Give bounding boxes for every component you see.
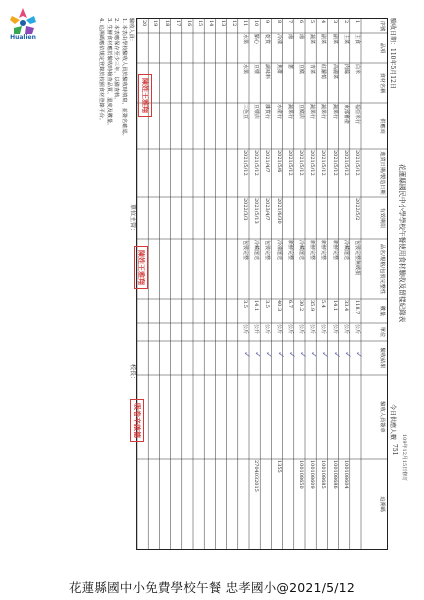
table-cell: 東部畜產 [342,104,349,125]
table-cell: 公升 [253,324,260,335]
table-cell: 包裝完整 [264,240,271,261]
table-cell: 白米 [354,64,360,75]
table-cell: 青菜 [309,64,316,75]
table-cell: 公斤 [342,324,349,335]
checkmark-icon: ✓ [330,351,341,359]
checkmark-icon: ✓ [241,351,251,359]
table-cell: 新鮮完整 [320,240,327,261]
table-cell: 40.3 [275,300,282,312]
table-cell: 主菜 [342,34,349,45]
table-cell: 14 [208,20,215,27]
table-cell: 13 [219,20,226,27]
principal-label: 校長： [129,364,136,383]
table-cell: 雜貨行 [264,104,271,120]
table-cell: 點心 [253,34,260,45]
column-header: 驗收人員簽章 [379,401,385,433]
note-line: 4. 追溯碼應依規定登錄於校園食材登錄平台。 [98,18,105,124]
table-cell: 4 [320,20,327,24]
table-cell: 乾貨 [264,34,271,45]
table-cell: 豆漿 [253,64,260,75]
checkmark-icon: ✓ [341,351,352,359]
table-cell: 公斤 [242,324,248,335]
scanned-form [52,8,412,568]
column-header: 進貨日期/製造日期 [379,151,385,195]
principal-stamp: 吸卷辛啟德 [130,399,144,442]
table-cell: 公斤 [298,324,304,335]
servings-value: 751 [391,444,398,456]
table-cell: 15 [197,20,204,27]
checkmark-icon: ✓ [353,351,363,359]
table-cell: 新鮮完整 [331,240,338,261]
table-cell: 新鮮完整 [309,240,316,261]
note-line: 3. 生鮮食材應於驗收時檢查品質、溫度及數量。 [105,18,112,129]
table-cell: 湯 [298,34,304,40]
checkmark-icon: ✓ [319,351,330,359]
column-header: 驗收結果 [379,347,385,369]
table-cell: 肉絲 [342,64,349,75]
table-cell: 冷凍 [275,34,282,45]
column-header: 品項 [379,42,385,54]
table-cell: 8 [275,20,282,24]
table-cell: 蔬果行 [320,104,327,120]
table-cell: 豆腐 [298,64,304,75]
table-cell: 5.4 [320,300,327,308]
table-cell: 35.9 [309,300,316,312]
checkmark-icon: ✓ [308,351,319,359]
checkmark-icon: ✓ [285,351,296,359]
table-cell: 湯 [286,34,293,40]
table-cell: 1 [354,20,360,24]
table-cell: 2021/4/7 [264,150,271,173]
column-header: 供應商 [379,118,385,134]
inspection-form [62,14,410,554]
column-header: 單位 [379,326,385,338]
table-cell: 100108685 [320,460,327,489]
table-cell: 18 [163,20,170,27]
photo-caption: 花蓮縣國中小免費學校午餐 忠孝國小@2021/5/12 [69,580,355,595]
table-cell: 3.5 [242,300,248,308]
table-cell: 6.7 [286,300,293,308]
inspection-table [136,18,388,550]
table-cell: 3.5 [264,300,271,308]
table-cell: 冷藏運送 [298,240,304,261]
table-cell: 3 [331,20,338,24]
table-cell: 2023/4/7 [264,198,271,221]
table-cell: 水產行 [275,104,282,120]
table-cell: 公斤 [354,324,360,335]
table-cell: 2021/5/12 [298,150,304,176]
inspector-stamp: 陳姓王雅翔 [138,74,152,117]
table-cell: 30.2 [298,300,304,312]
table-cell: 水果 [242,64,248,75]
table-cell: 公斤 [264,324,271,335]
table-cell: 19 [152,20,159,27]
column-header: 數量 [379,305,385,317]
table-cell: 100108609 [309,460,316,489]
column-header: 品名/規格/包裝完整性 [379,243,385,295]
table-cell: 2704032015 [253,460,260,492]
checkmark-icon: ✓ [263,351,274,359]
table-cell: 7 [286,20,293,24]
table-cell: 公斤 [309,324,316,335]
logo-wordmark: Hualien [10,34,36,41]
table-cell: 2021/5/12 [286,150,293,176]
table-cell: 20 [141,20,148,27]
table-cell: 2021/6/30 [275,198,282,224]
servings-label: 今日供應人數 [389,404,396,441]
table-cell: 2021/5/12 [331,150,338,176]
revision-note: 109年12月15日修訂 [401,434,407,482]
table-cell: 豆漿店 [253,104,260,120]
table-cell: 2 [342,20,349,24]
checkmark-icon: ✓ [274,351,285,359]
table-cell: 蔥 [286,64,293,70]
table-cell: 2021/5/12 [242,150,248,176]
reviewer-label: 單位主管： [129,204,136,235]
table-cell: 2021/5/13 [253,198,260,224]
table-cell: 新鮮完整 [286,240,293,261]
table-cell: 100108650 [298,460,304,489]
table-cell: 14.1 [331,300,338,312]
table-cell: 14.1 [253,300,260,312]
table-cell: 33.4 [342,300,349,312]
table-cell: 118.7 [354,300,360,315]
table-cell: 2022/5/2 [354,198,360,221]
table-cell: 公斤 [286,324,293,335]
table-cell: 水果 [242,34,248,45]
notes-block [97,18,134,548]
table-cell: 6 [298,20,304,24]
table-cell: 100108604 [342,460,349,489]
table-cell: 冷藏運送 [342,240,349,261]
table-cell: 10 [253,20,260,27]
table-cell: 蔬菜 [309,34,316,45]
table-cell: 2021/5/12 [320,150,327,176]
column-header: 追溯碼 [379,496,385,512]
table-cell: 5 [309,20,316,24]
note-line: 1. 本表由學校驗收人員於驗收時填寫，並簽名確認。 [120,18,127,139]
note-line: 2. 本表應保存至少三年，以備查核。 [113,18,120,103]
table-cell: 16 [186,20,192,27]
table-cell: 紅蘿蔔 [320,64,327,80]
table-cell: 9 [264,20,271,24]
table-cell: 高麗菜 [331,64,338,80]
table-cell: 包裝完整無破損 [354,240,360,276]
table-cell: 100108686 [331,460,338,489]
table-cell: 副菜 [320,34,327,45]
table-cell: 魚排 [275,64,282,75]
table-cell: 2021/5/12 [354,150,360,176]
table-cell: 包裝完整 [242,240,248,261]
reviewer-stamp: 陳姓王雅翔 [134,246,148,289]
column-header: 有效期限 [379,207,385,229]
table-cell: 公斤 [275,324,282,335]
table-cell: 2022/3/3 [242,198,248,221]
table-cell: 17 [174,20,181,27]
form-title: 花蓮縣國民中小學學校午餐使用食材驗收及留樣紀錄表 [398,164,406,323]
table-cell: 主食 [354,34,360,45]
table-cell: 1355 [275,460,282,473]
table-cell: 福亞米行 [354,104,360,125]
inspection-date: 驗收日期：110年5月12日 [389,18,396,89]
table-cell: 豆腐店 [298,104,304,120]
table-cell: 11 [242,20,248,27]
table-cell: 三色豆 [242,104,248,120]
table-cell: 公斤 [320,324,327,335]
table-cell: 公斤 [331,324,338,335]
table-cell: 2021/5/6 [275,150,282,173]
table-cell: 2021/5/12 [309,150,316,176]
notes-title: 驗收人員： [128,18,134,44]
table-cell: 12 [230,20,237,27]
column-header: 食材名稱 [379,72,385,94]
table-cell: 副菜 [331,34,338,45]
checkmark-icon: ✓ [297,351,307,359]
table-cell: 蔬果行 [331,104,338,120]
table-cell: 蔬果行 [286,104,293,120]
table-cell: 2021/5/12 [253,150,260,176]
table-cell: 調味料 [264,64,271,80]
table-cell: 蔬果行 [309,104,316,120]
table-cell: 冷藏運送 [253,240,260,261]
column-header: 序號 [379,20,385,32]
table-cell: 2021/5/12 [342,150,349,176]
checkmark-icon: ✓ [252,351,263,359]
table-cell: 冷凍運送 [275,240,282,261]
